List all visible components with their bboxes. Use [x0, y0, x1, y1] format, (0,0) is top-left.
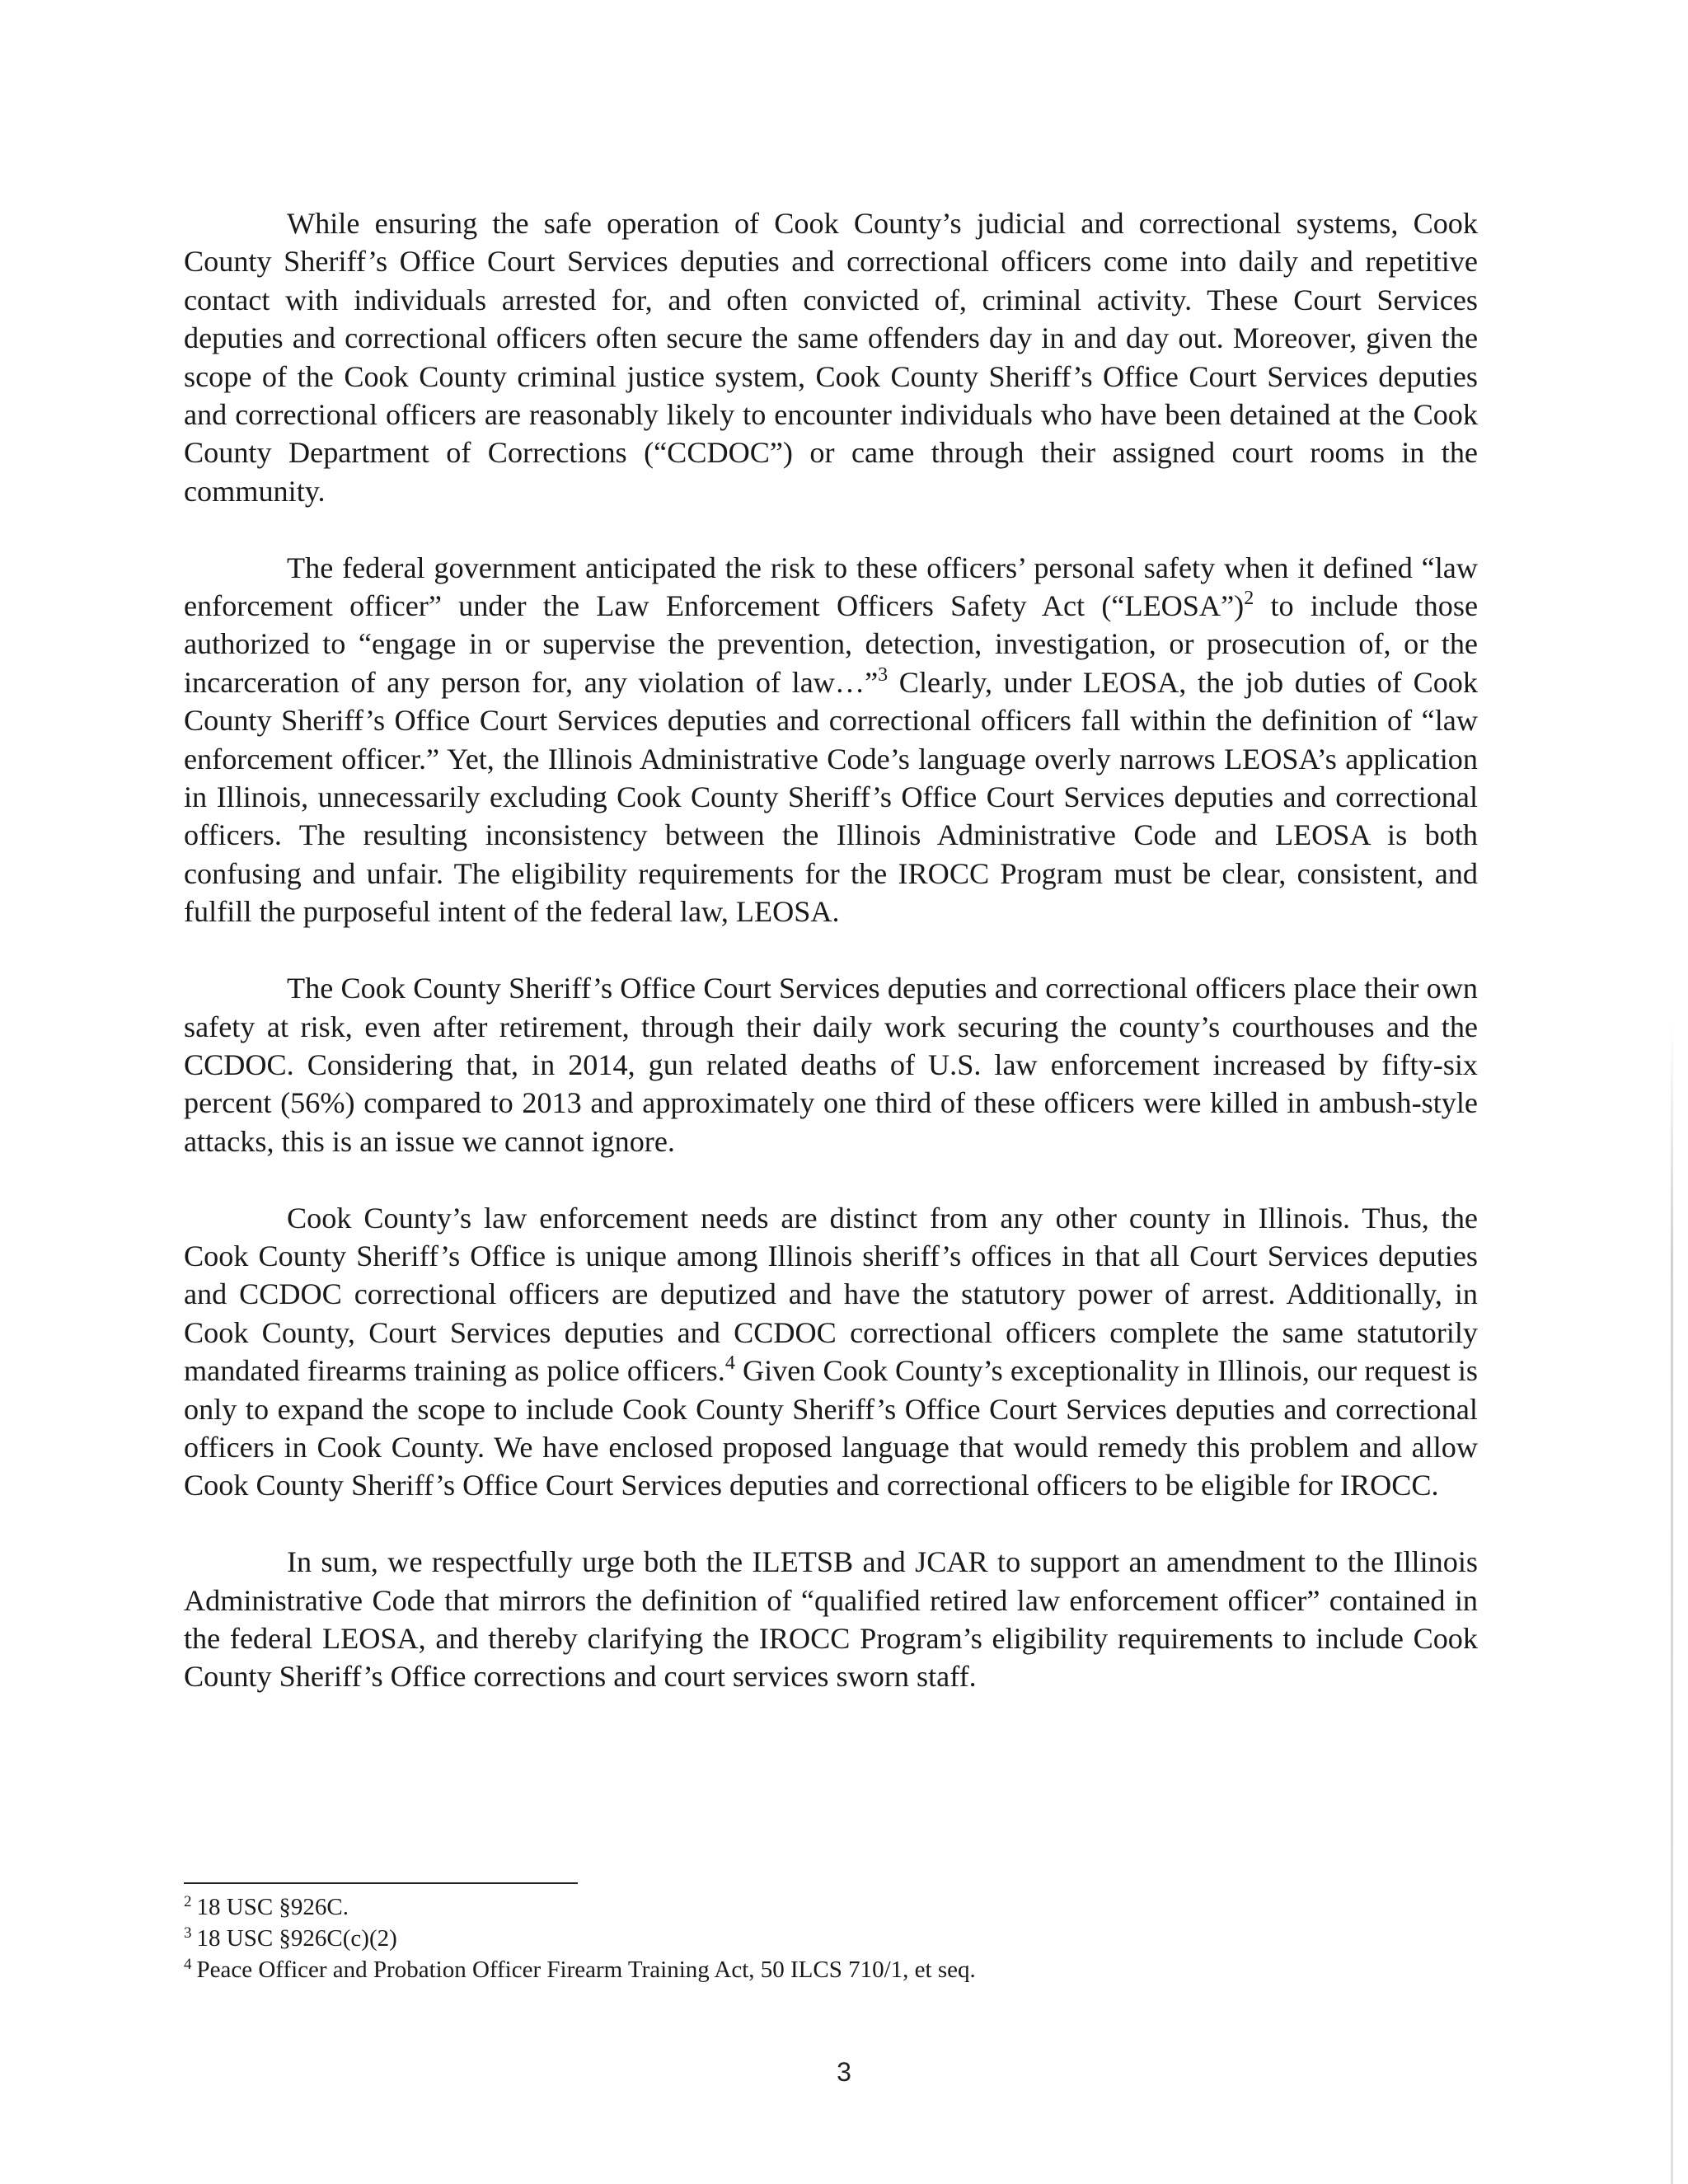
footnote-number: 4	[184, 1956, 192, 1973]
text-run: Cook County’s law enforcement needs are distinct from any other county in Illinois. Thus, the Cook County Sheriff’s Office is unique among Illinois sheriff’s offices in that all Court Services deputies and CCDOC correctional officers are deputized and have the statutory power of arrest. Additionally, in Cook County, Court Services deputies and CCDOC correctional officers complete the same statutorily mandated firearms training as police officers.	[184, 1201, 1478, 1388]
text-run: In sum, we respectfully urge both the ILETSB and JCAR to support an amendment to the Illinois Administrative Code that mirrors the definition of “qualified retired law enforcement officer” contained in the federal LEOSA, and thereby clarifying the IROCC Program’s eligibility requirements to include Cook County Sheriff’s Office corrections and court services sworn staff.	[184, 1545, 1478, 1694]
footnote-4	[184, 1956, 1478, 1987]
footnotes	[184, 1893, 1478, 1987]
footnote-text: 18 USC §926C.	[196, 1894, 349, 1920]
text-run: Clearly, under LEOSA, the job duties of Cook County Sheriff’s Office Court Services deputies and correctional officers fall within the definition of “law enforcement officer.” Yet, the Illinois Administrative Code’s language overly narrows LEOSA’s application in Illinois, unnecessarily excluding Cook County Sheriff’s Office Court Services deputies and correctional officers. The resulting inconsistency between the Illinois Administrative Code and LEOSA is both confusing and unfair. The eligibility requirements for the IROCC Program must be clear, consistent, and fulfill the purposeful intent of the federal law, LEOSA.	[184, 665, 1478, 929]
text-run: to include those authorized to “engage in or supervise the prevention, detection, investigation, or prosecution of, or the incarceration of any person for, any violation of law…”	[184, 589, 1479, 699]
footnote-2	[184, 1893, 1478, 1924]
footnote-3	[184, 1924, 1478, 1956]
body-text	[184, 204, 1478, 1696]
paragraph-5	[184, 1543, 1478, 1696]
footnote-reference: 4	[724, 1352, 735, 1375]
page-number: 3	[837, 2057, 851, 2087]
text-run: While ensuring the safe operation of Cook County’s judicial and correctional systems, Cook County Sheriff’s Office Court Services deputies and correctional officers come into daily and repetitive contact with individuals arrested for, and often convicted of, criminal activity. These Court Services deputies and correctional officers often secure the same offenders day in and day out. Moreover, given the scope of the Cook County criminal justice system, Cook County Sheriff’s Office Court Services deputies and correctional officers are reasonably likely to encounter individuals who have been detained at the Cook County Department of Corrections (“CCDOC”) or came through their assigned court rooms in the community.	[184, 207, 1478, 508]
footnote-number: 2	[184, 1893, 192, 1910]
text-run: The Cook County Sheriff’s Office Court Services deputies and correctional officers place their own safety at risk, even after retirement, through their daily work securing the county’s courthouses and the CCDOC. Considering that, in 2014, gun related deaths of U.S. law enforcement increased by fifty-six percent (56%) compared to 2013 and approximately one third of these officers were killed in ambush-style attacks, this is an issue we cannot ignore.	[184, 972, 1478, 1158]
footnote-text: 18 USC §926C(c)(2)	[196, 1925, 397, 1952]
paragraph-2	[184, 549, 1478, 931]
scan-edge-shadow	[1671, 1022, 1673, 2184]
footnote-number: 3	[184, 1924, 192, 1942]
paragraph-3	[184, 969, 1478, 1160]
footnote-divider	[184, 1882, 578, 1884]
footnote-text: Peace Officer and Probation Officer Firearm Training Act, 50 ILCS 710/1, et seq.	[196, 1957, 976, 1983]
paragraph-4	[184, 1199, 1478, 1505]
footnote-reference: 3	[878, 663, 889, 686]
text-run: Given Cook County’s exceptionality in Illinois, our request is only to expand the scope to include Cook County Sheriff’s Office Court Services deputies and correctional officers in Cook County. We have enclosed proposed language that would remedy this problem and allow Cook County Sheriff’s Office Court Services deputies and correctional officers to be eligible for IROCC.	[184, 1354, 1479, 1502]
text-run: The federal government anticipated the risk to these officers’ personal safety when it defined “law enforcement officer” under the Law Enforcement Officers Safety Act (“LEOSA”)	[184, 551, 1478, 623]
footnote-reference: 2	[1244, 588, 1254, 610]
paragraph-1	[184, 204, 1478, 510]
